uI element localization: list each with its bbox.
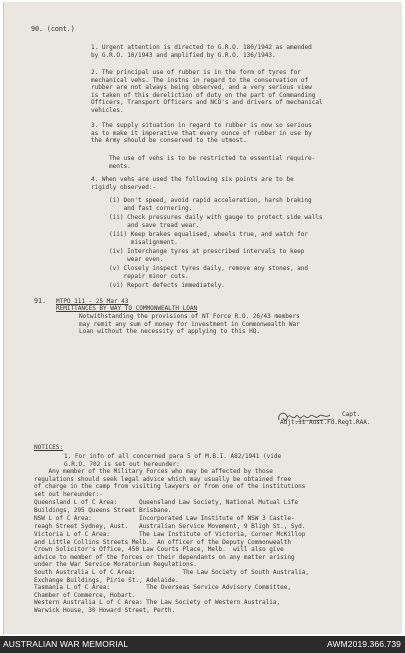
point-5: (v) Closely inspect tyres daily, remove any stones, and repair minor cuts. <box>109 265 309 280</box>
area-nsw: NSW L of C Area: Incorporated Law Institute of NSW 3 Castle- reagh Street Sydney, Aust. Australian Service Movement, 9 Bligh St., Syd. <box>34 515 306 530</box>
point-6: (vi) Report defects immediately. <box>109 282 225 289</box>
item-91-ref: MTPO 111 - 25 Mar 43 <box>56 298 129 305</box>
footer-institution: AUSTRALIAN WAR MEMORIAL <box>3 639 129 649</box>
paragraph-3: 3. The supply situation in regard to rubber is now so serious as to make it imperative that every ounce of rubber in use by the Army should be conserved to the utmost. <box>91 122 312 144</box>
signature-appointment: Adjt.11 Aust.Fd.Regt.RAA. <box>280 419 371 426</box>
point-1: (i) Don't speed, avoid rapid acceleration, harsh braking and fast cornering. <box>109 197 312 212</box>
paragraph-4: 4. When vehs are used the following six points are to be rigidly observed:- <box>91 176 294 191</box>
notices-heading: NOTICES: <box>34 444 63 451</box>
area-victoria: Victoria L of C Area: The Law Institute of Victoria, Corner McKillop and Little Collins Streets Melb. An officer of the Deputy Commonwealth Crown Solicitor's Office, 450 Law Courts Place, Melb. will also give advice to member of the forces or their dependants on any matter arising under the War Service Moratorium Regulations. <box>34 531 306 568</box>
area-western-australia: Western Australia L of C Area: The Law Society of Western Australia, Warwick House, 30 Howard Street, Perth. <box>34 599 281 614</box>
point-2: (ii) Check pressures daily with gauge to protect side walls and save tread wear. <box>109 214 323 229</box>
item-91-number: 91. <box>34 297 46 305</box>
area-tasmania: Tasmania L of C Area: The Overseas Service Advisory Committee, Chamber of Commerce, Hobart. <box>34 584 291 599</box>
paragraph-3b: The use of vehs is to be restricted to essential require- ments. <box>109 155 316 170</box>
signature-rank: Capt. <box>342 411 361 418</box>
page-heading: 90. (cont.) <box>31 25 75 33</box>
area-south-australia: South Australia L of C Area: The Law Society of South Australia, Exchange Buildings, Pirie St., Adelaide. <box>34 569 310 584</box>
area-queensland: Queensland L of C Area: Queensland Law Society, National Mutual Life Buildings, 295 Queens Street Brisbane. <box>34 499 299 514</box>
paragraph-2: 2. The principal use of rubber is in the form of tyres for mechanical vehs. The instns in regard to the conservation of rubber are not always being observed, and a very serious view is taken of this dereliction of duty on the part of Commanding Officers, Transport Officers and NCO's and drivers of mechanical vehicles. <box>91 69 323 114</box>
point-4: (iv) Interchange tyres at prescribed intervals to keep wear even. <box>109 248 305 263</box>
item-91-heading: REMITTANCES BY WAY TO COMMONWEALTH LOAN <box>56 305 198 312</box>
paragraph-1: 1. Urgent attention is directed to G.R.O. 180/1942 as amended by G.R.O. 10/1943 and amplified by G.R.O. 136/1943. <box>91 44 312 59</box>
document-page <box>3 2 402 634</box>
item-91-body: Notwithstanding the provisions of NT Force R.O. 26/43 members may remit any sum of money for investment in Commonwealth War Loan without the necessity of applying to this HQ. <box>79 313 300 335</box>
point-3: (iii) Keep brakes equalised, wheels true, and watch for misalignment. <box>109 231 309 246</box>
notices-intro: 1. For infn of all concerned para 5 of M.B.I. A82/1941 (vide G.R.O. 702 is set out hereunder: <box>64 453 282 468</box>
footer-accession-number: AWM2019.366.739 <box>327 639 401 649</box>
footer-bar <box>0 636 405 653</box>
notices-body: Any member of the Military Forces who may be affected by those regulations should seek legal advice which may usually be obtained free of charge in the camp from visiting lawyers or from one of the institutions set out hereunder:- <box>34 468 306 498</box>
